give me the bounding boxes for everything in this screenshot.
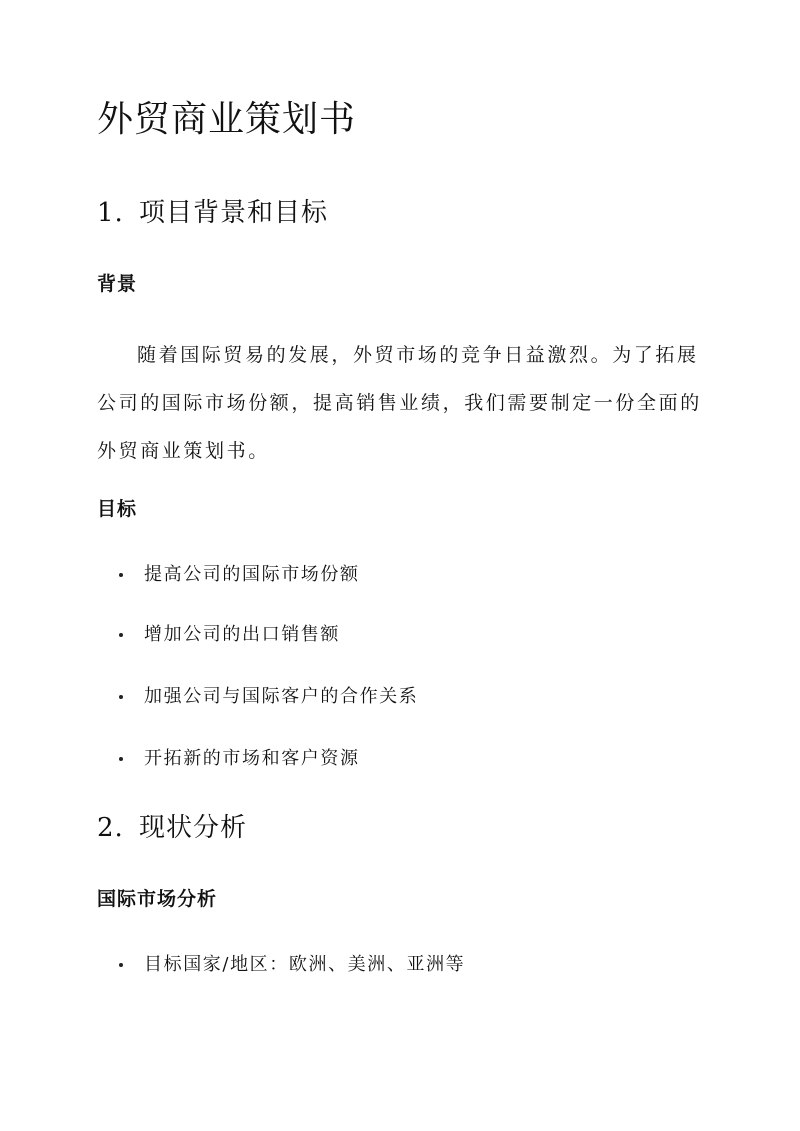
list-item: [0, 744, 700, 774]
subsection-heading-goals: 目标: [97, 498, 138, 520]
section-title: 项目背景和目标: [139, 198, 329, 228]
subsection-heading-market-analysis: 国际市场分析: [97, 888, 218, 910]
document-title: 外贸商业策划书: [97, 99, 357, 140]
list-item: [0, 560, 700, 590]
bullet-icon: [119, 633, 123, 637]
background-paragraph: 随着国际贸易的发展，外贸市场的竞争日益激烈。为了拓展公司的国际市场份额，提高销售业绩，我们需要制定一份全面的外贸商业策划书。: [97, 344, 702, 462]
bullet-icon: [119, 963, 123, 967]
list-item-text: 加强公司与国际客户的合作关系: [144, 686, 419, 707]
list-item-text: 提高公司的国际市场份额: [144, 564, 360, 585]
section-number: 1.: [97, 198, 124, 228]
list-item-text: 增加公司的出口销售额: [144, 624, 340, 645]
list-item: [0, 950, 700, 980]
section-title: 现状分析: [139, 813, 248, 843]
list-item: [0, 682, 700, 712]
bullet-icon: [119, 695, 123, 699]
list-item: [0, 620, 700, 650]
bullet-icon: [119, 757, 123, 761]
subsection-heading-background: 背景: [97, 273, 138, 295]
list-item-text: 目标国家/地区：欧洲、美洲、亚洲等: [144, 954, 466, 975]
section-number: 2.: [97, 813, 124, 843]
section-heading-2: [97, 810, 247, 846]
bullet-icon: [119, 573, 123, 577]
list-item-text: 开拓新的市场和客户资源: [144, 748, 360, 769]
section-heading-1: [97, 195, 328, 231]
